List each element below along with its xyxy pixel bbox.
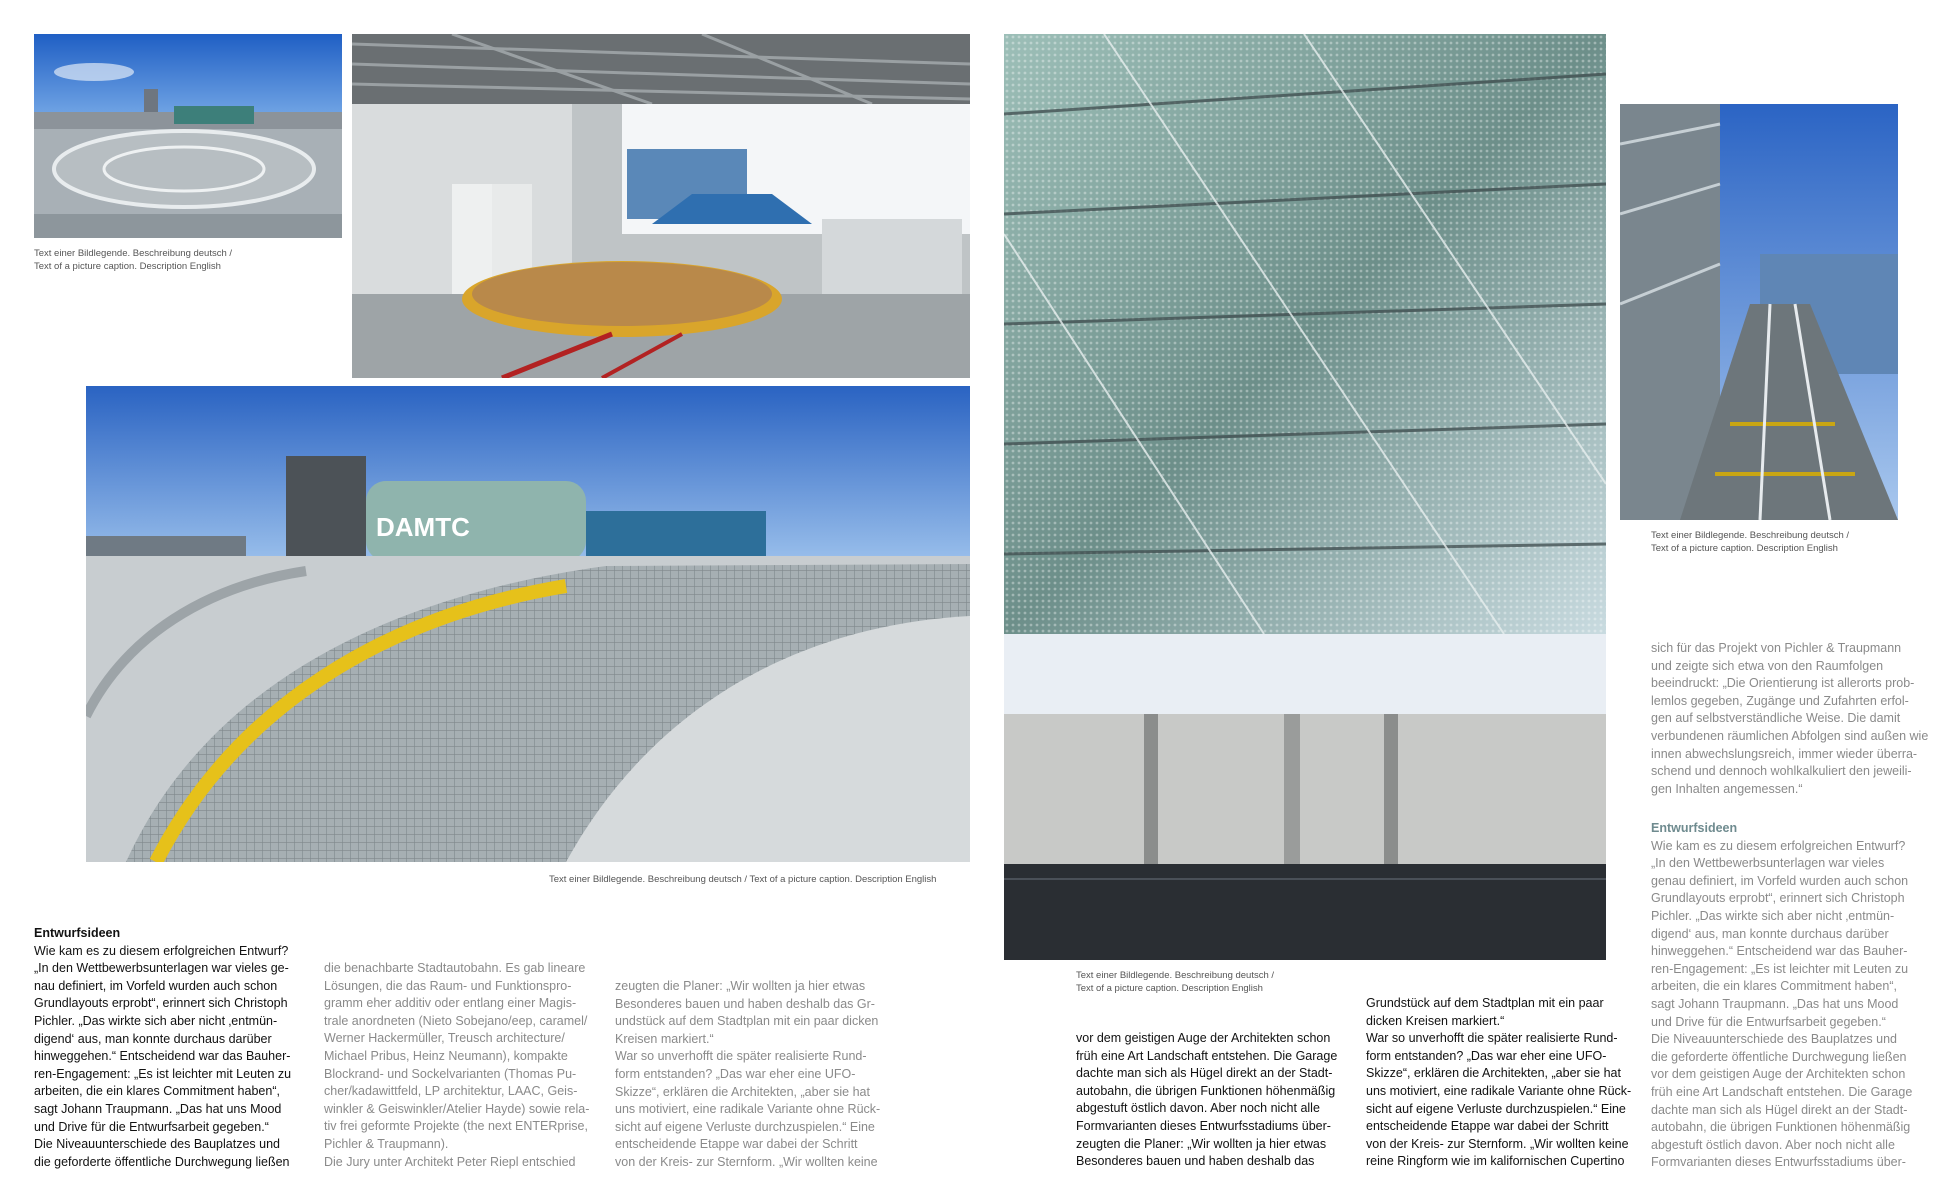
photo-hangar-turntable (352, 34, 970, 378)
text-line: „In den Wettbewerbsunterlagen war vieles (1651, 856, 1885, 871)
text-line: winkler & Geiswinkler/Atelier Hayde) sowie rela- (324, 1101, 590, 1116)
text-line: digend‘ aus, man konnte durchaus darüber (1651, 926, 1889, 941)
text-line: und zeigte sich etwa von den Raumfolgen (1651, 658, 1884, 673)
text-line: ren-Engagement: „Es ist leichter mit Leuten zu (34, 1066, 292, 1081)
text-line: Pichler. „Das wirkte sich aber nicht ‚entmün- (34, 1013, 278, 1028)
text-line: entscheidende Etappe war dabei der Schritt (615, 1137, 858, 1152)
text-line: Grundstück auf dem Stadtplan mit ein paar (1366, 996, 1604, 1010)
text-line: früh eine Art Landschaft entstehen. Die Garage (1076, 1048, 1338, 1063)
text-line: ren-Engagement: „Es ist leichter mit Leuten zu (1651, 961, 1909, 976)
text-line: arbeiten, die ein klares Commitment haben“, (34, 1084, 280, 1099)
caption-line: Text of a picture caption. Description English (1651, 543, 1838, 554)
caption-line: Text of a picture caption. Description English (34, 261, 221, 272)
text-line: sagt Johann Traupmann. „Das hat uns Mood (34, 1101, 282, 1116)
text-line: autobahn, die übrigen Funktionen höhenmäßig (1076, 1083, 1336, 1098)
text-line: tiv frei geformte Projekte (the next ENTERprise, (324, 1119, 588, 1134)
text-line: abgestuft östlich davon. Aber noch nicht alle (1651, 1137, 1895, 1152)
text-column-6 (1651, 640, 1929, 798)
text-line: form entstanden? „Das war eher eine UFO- (615, 1066, 856, 1081)
text-line: zeugten die Planer: „Wir wollten ja hier etwas (615, 979, 866, 993)
text-line: innen abwechslungsreich, immer wieder überra- (1651, 746, 1918, 761)
text-line: Werner Hackermüller, Treusch architecture/ (324, 1031, 565, 1046)
text-line: uns motiviert, eine radikale Variante ohne Rück- (1366, 1083, 1632, 1098)
text-line: lemlos gegeben, Zugänge und Zufahrten erfol- (1651, 693, 1909, 708)
caption-line: Text einer Bildlegende. Beschreibung deutsch / Text of a picture caption. Description English (549, 874, 937, 885)
text-line: die geforderte öffentliche Durchwegung ließen (1651, 1049, 1907, 1064)
photo-glass-facade (1004, 34, 1606, 960)
text-column-7 (1651, 820, 1926, 1172)
text-line: gramm eher additiv oder entlang einer Magis- (324, 996, 577, 1011)
text-line: Die Jury unter Architekt Peter Riepl entschied (324, 1154, 576, 1169)
photo-rooftop-grating (86, 386, 970, 862)
text-line: Die Niveauunterschiede des Bauplatzes und (34, 1137, 280, 1152)
text-column-3 (615, 978, 885, 1172)
text-line: Michael Pribus, Heinz Neumann), kompakte (324, 1048, 568, 1063)
text-line: beeindruckt: „Die Orientierung ist allerorts prob- (1651, 676, 1915, 691)
caption-stairs (1651, 529, 1849, 555)
text-line: hinweggehen.“ Entscheidend war das Bauher- (34, 1049, 291, 1064)
text-line: dachte man sich als Hügel direkt an der Stadt- (1651, 1102, 1908, 1117)
text-line: und Drive für die Entwurfsarbeit gegeben.“ (1651, 1014, 1886, 1029)
text-line: Grundlayouts erprobt“, erinnert sich Christoph (34, 996, 288, 1011)
caption-heliport (34, 247, 232, 273)
text-line: von der Kreis- zur Sternform. „Wir wollten keine (1366, 1136, 1629, 1151)
text-column-4 (1076, 1030, 1346, 1171)
text-line: „In den Wettbewerbsunterlagen war vieles ge- (34, 961, 289, 976)
text-line: digend‘ aus, man konnte durchaus darüber (34, 1031, 272, 1046)
text-line: Formvarianten dieses Entwurfsstadiums über- (1651, 1155, 1906, 1170)
building-sign-text: DAMTC (376, 512, 470, 542)
text-line: Skizze“, erklären die Architekten, „aber sie hat (615, 1084, 870, 1099)
text-line: entscheidende Etappe war dabei der Schritt (1366, 1119, 1609, 1134)
text-line: Wie kam es zu diesem erfolgreichen Entwurf? (34, 943, 289, 958)
text-line: dicken Kreisen markiert.“ (1366, 1013, 1505, 1028)
text-line: War so unverhofft die später realisierte Rund- (615, 1049, 867, 1064)
text-line: schend und dennoch wohlkalkuliert den jeweili- (1651, 764, 1912, 779)
text-line: Pichler. „Das wirkte sich aber nicht ‚entmün- (1651, 908, 1895, 923)
text-line: genau definiert, im Vorfeld wurden auch schon (1651, 873, 1909, 888)
text-line: Grundlayouts erprobt“, erinnert sich Christoph (1651, 891, 1905, 906)
text-line: hinweggehen.“ Entscheidend war das Bauher- (1651, 944, 1908, 959)
text-line: vor dem geistigen Auge der Architekten schon (1076, 1031, 1331, 1045)
caption-line: Text einer Bildlegende. Beschreibung deutsch / (34, 248, 233, 259)
text-line: Formvarianten dieses Entwurfsstadiums über- (1076, 1118, 1331, 1133)
caption-line: Text einer Bildlegende. Beschreibung deutsch / (1651, 530, 1850, 541)
text-line: Wie kam es zu diesem erfolgreichen Entwurf? (1651, 838, 1906, 853)
text-line: dachte man sich als Hügel direkt an der Stadt- (1076, 1066, 1333, 1081)
text-line: sicht auf eigene Verluste durchzuspielen.“ Eine (1366, 1101, 1626, 1116)
text-column-2 (324, 960, 594, 1171)
text-line: sagt Johann Traupmann. „Das hat uns Mood (1651, 996, 1899, 1011)
text-line: uns motiviert, eine radikale Variante ohne Rück- (615, 1102, 881, 1117)
text-line: früh eine Art Landschaft entstehen. Die Garage (1651, 1084, 1913, 1099)
text-line: gen Inhalten angemessen.“ (1651, 781, 1803, 796)
text-line: sich für das Projekt von Pichler & Traupmann (1651, 641, 1902, 655)
text-column-5 (1366, 995, 1636, 1171)
text-line: und Drive für die Entwurfsarbeit gegeben.“ (34, 1119, 269, 1134)
caption-facade (1076, 969, 1274, 995)
text-line: verbundenen räumlichen Abfolgen sind außen wie (1651, 728, 1929, 743)
section-heading: Entwurfsideen (34, 926, 121, 940)
caption-line: Text of a picture caption. Description English (1076, 983, 1263, 994)
section-heading: Entwurfsideen (1651, 821, 1738, 835)
text-line: War so unverhofft die später realisierte Rund- (1366, 1031, 1618, 1046)
text-line: reine Ringform wie im kalifornischen Cupertino (1366, 1154, 1625, 1169)
text-line: Pichler & Traupmann). (324, 1136, 449, 1151)
text-line: die geforderte öffentliche Durchwegung ließen (34, 1154, 290, 1169)
text-line: von der Kreis- zur Sternform. „Wir wollten keine (615, 1154, 878, 1169)
text-line: Besonderes bauen und haben deshalb das Gr- (615, 996, 875, 1011)
text-line: undstück auf dem Stadtplan mit ein paar dicken (615, 1014, 879, 1029)
text-line: Skizze“, erklären die Architekten, „aber sie hat (1366, 1066, 1621, 1081)
text-line: autobahn, die übrigen Funktionen höhenmäßig (1651, 1120, 1911, 1135)
caption-line: Text einer Bildlegende. Beschreibung deutsch / (1076, 970, 1275, 981)
text-column-1 (34, 925, 304, 1171)
text-line: zeugten die Planer: „Wir wollten ja hier etwas (1076, 1136, 1327, 1151)
photo-rooftop-stairs (1620, 104, 1898, 520)
caption-rooftop-main (549, 873, 936, 886)
text-line: trale anordneten (Nieto Sobejano/eep, caramel/ (324, 1013, 588, 1028)
text-line: gen auf selbstverständliche Weise. Die damit (1651, 711, 1901, 726)
text-line: Lösungen, die das Raum- und Funktionspro- (324, 978, 572, 993)
text-line: vor dem geistigen Auge der Architekten schon (1651, 1067, 1906, 1082)
text-line: abgestuft östlich davon. Aber noch nicht alle (1076, 1101, 1320, 1116)
text-line: Blockrand- und Sockelvarianten (Thomas Pu- (324, 1066, 577, 1081)
text-line: cher/kadawittfeld, LP architektur, LAAC, Geis- (324, 1084, 578, 1099)
text-line: Besonderes bauen und haben deshalb das (1076, 1154, 1315, 1169)
photo-heliport-pad (34, 34, 342, 238)
text-line: form entstanden? „Das war eher eine UFO- (1366, 1048, 1607, 1063)
text-line: arbeiten, die ein klares Commitment haben“, (1651, 979, 1897, 994)
text-line: Kreisen markiert.“ (615, 1031, 714, 1046)
text-line: sicht auf eigene Verluste durchzuspielen.“ Eine (615, 1119, 875, 1134)
text-line: Die Niveauunterschiede des Bauplatzes und (1651, 1032, 1897, 1047)
text-line: nau definiert, im Vorfeld wurden auch schon (34, 978, 278, 993)
text-line: die benachbarte Stadtautobahn. Es gab lineare (324, 961, 586, 975)
